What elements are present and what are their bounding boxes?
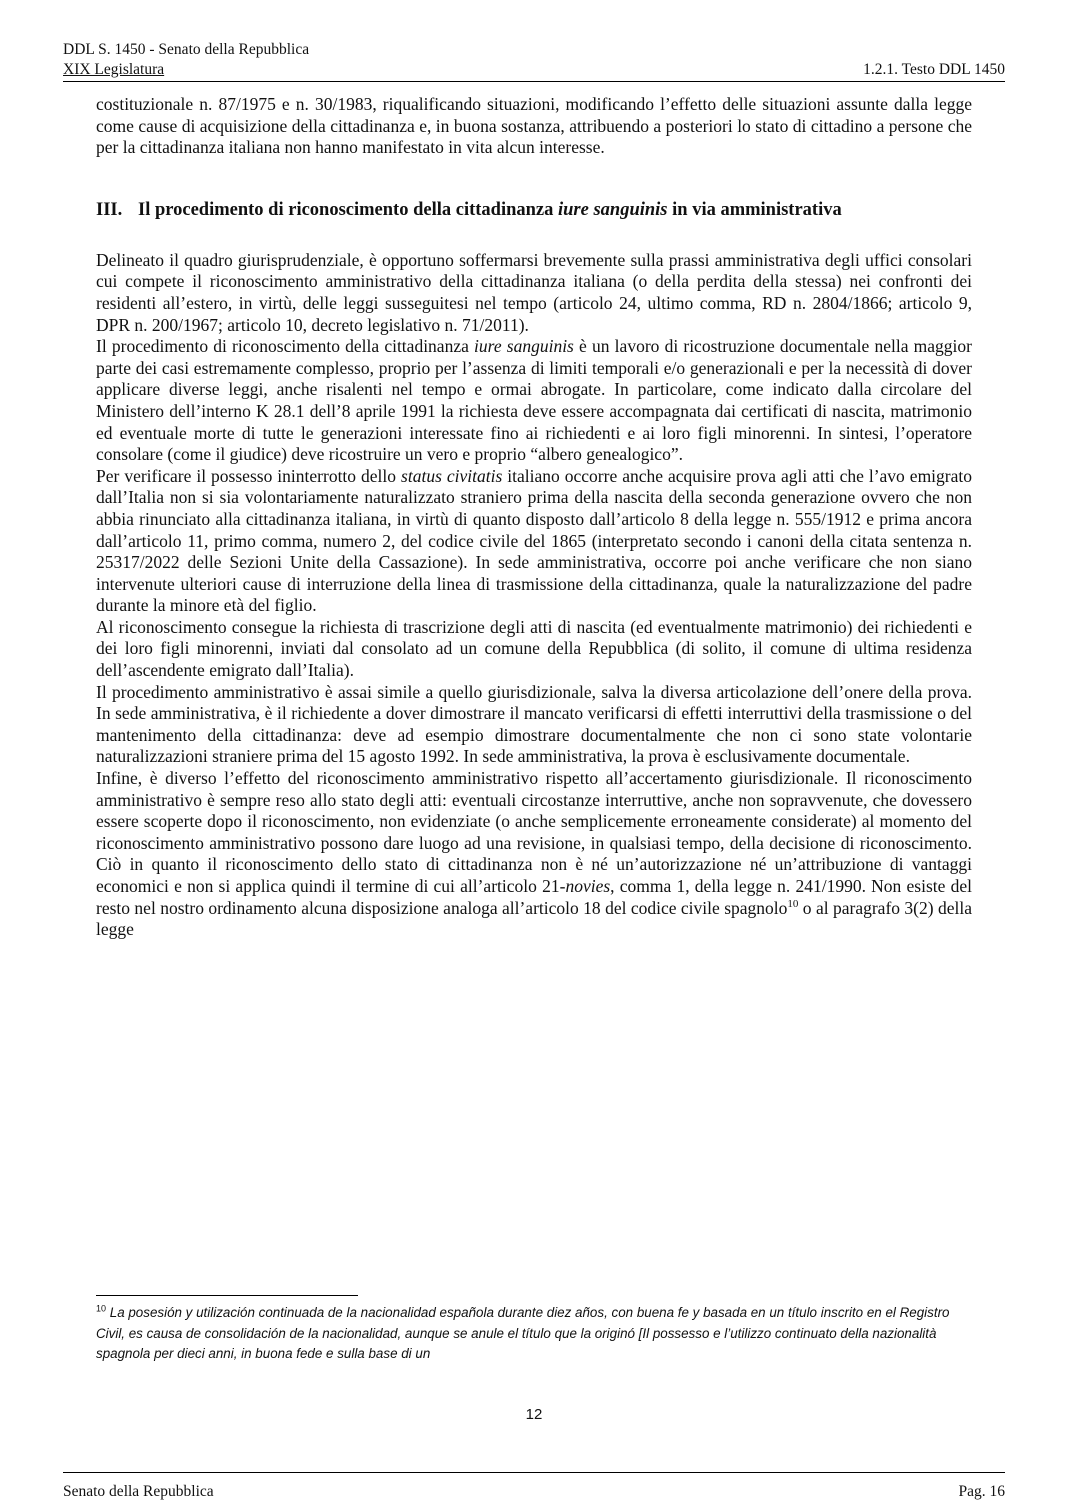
document-body bbox=[96, 94, 972, 941]
page-footer bbox=[63, 1472, 1005, 1501]
section-title-part: in via amministrativa bbox=[667, 199, 842, 220]
text-run: è un lavoro di ricostruzione documentale nella maggior parte dei casi estremamente complesso, proprio per l’assenza di limiti temporali e/o generazionali e per la necessità di dover applicare diverse leggi, anche risalenti nel tempo e ormai abrogate. In particolare, come indicato dalla circolare del Ministero dell’interno K 28.1 dell’8 aprile 1991 la richiesta deve essere accompagnata dai certificati di nascita, matrimonio ed eventuale morte di tutte le generazioni interessate fino ai richiedenti e ai loro figli minorenni. In sintesi, l’operatore consolare (come il giudice) deve ricostruire un vero e proprio “albero genealogico”. bbox=[96, 336, 972, 465]
page-header bbox=[63, 40, 1005, 82]
text-run: Per verificare il possesso ininterrotto dello bbox=[96, 465, 402, 486]
paragraph bbox=[96, 336, 972, 466]
text-run: italiano occorre anche acquisire prova agli atti che l’avo emigrato dall’Italia non si sia volontariamente naturalizzato straniero prima della nascita della seconda generazione ovvero che non abbia rinunciato alla cittadinanza italiana, in virtù di quanto disposto dall’articolo 8 della legge n. 555/1912 e prima ancora dall’articolo 11, primo comma, numero 2, del codice civile del 1865 (interpretato secondo i canoni della citata sentenza n. 25317/2022 delle Sezioni Unite della Cassazione). In sede amministrativa, occorre poi anche verificare che non siano intervenute ulteriori cause di interruzione della linea di trasmissione della cittadinanza, quale la naturalizzazione del padre durante la minore età del figlio. bbox=[96, 465, 973, 616]
section-title-italic: iure sanguinis bbox=[558, 199, 668, 220]
text-run: o al paragrafo 3(2) della legge bbox=[96, 897, 972, 940]
paragraph bbox=[96, 466, 972, 617]
footnote-divider bbox=[96, 1295, 358, 1296]
section-number: III. bbox=[96, 199, 123, 220]
paragraph: Delineato il quadro giurisprudenziale, è opportuno soffermarsi brevemente sulla prassi amministrativa degli uffici consolari cui compete il riconoscimento amministrativo della cittadinanza italiana (o della perdita della stessa) nei confronti dei residenti all’estero, in virtù, delle leggi susseguitesi nel tempo (articolo 24, ultimo comma, RD n. 2804/1866; articolo 9, DPR n. 200/1967; articolo 10, decreto legislativo n. 71/2011). bbox=[96, 249, 972, 335]
paragraph-intro: costituzionale n. 87/1975 e n. 30/1983, riqualificando situazioni, modificando l’effetto delle situazioni assunte dalla legge come cause di acquisizione della cittadinanza e, in buona sostanza, attribuendo a posteriori lo stato di cittadino a persone che per la cittadinanza italiana non hanno manifestato in vita alcun interesse. bbox=[96, 94, 972, 158]
header-doc-ref: 1.2.1. Testo DDL 1450 bbox=[863, 61, 1005, 78]
text-run: Infine, è diverso l’effetto del riconoscimento amministrativo rispetto all’accertamento giurisdizionale. Il riconoscimento amministrativo è sempre reso allo stato degli atti: eventuali circostanze interruttive, anche non sopravvenute, che dovessero essere scoperte dopo il riconoscimento, non evidenziate (o anche semplicemente erroneamente considerate) al momento del riconoscimento amministrativo possono dare luogo ad una revisione, in qualsiasi tempo, della decisione di riconoscimento. Ciò in quanto il riconoscimento dello stato di cittadinanza non è né un’autorizzazione né un’attribuzione di vantaggi economici e non si applica quindi il termine di cui all’articolo 21- bbox=[96, 768, 972, 896]
italic-term: status civitatis bbox=[401, 465, 503, 486]
paragraph: Il procedimento amministrativo è assai simile a quello giurisdizionale, salva la diversa articolazione dell’onere della prova. In sede amministrativa, è il richiedente a dover dimostrare il mancato verificarsi di effetti interruttivi della trasmissione o del mantenimento della cittadinanza: deve ad esempio dimostrare documentalmente che non ci sono state volontarie naturalizzazioni straniere prima del 15 agosto 1992. In sede amministrativa, la prova è esclusivamente documentale. bbox=[96, 681, 972, 767]
footnote-number: 10 bbox=[96, 1303, 107, 1314]
footer-page: Pag. 16 bbox=[958, 1483, 1005, 1500]
italic-term: iure sanguinis bbox=[474, 336, 574, 357]
footnote-reference[interactable]: 10 bbox=[787, 897, 799, 910]
text-run: Il procedimento di riconoscimento della cittadinanza bbox=[96, 336, 475, 357]
paragraph: Al riconoscimento consegue la richiesta di trascrizione degli atti di nascita (ed eventualmente matrimonio) dei richiedenti e dei loro figli minorenni, inviati dal consolato ad un comune della Repubblica (di solito, il comune di ultima residenza dell’ascendente emigrato dall’Italia). bbox=[96, 616, 972, 681]
text-run: , comma 1, della legge n. 241/1990. Non esiste del resto nel nostro ordinamento alcuna disposizione analoga all’articolo 18 del codice civile spagnolo bbox=[96, 876, 972, 918]
section-heading bbox=[96, 199, 972, 222]
italic-term: novies bbox=[565, 876, 611, 896]
footnote bbox=[96, 1303, 972, 1365]
footnote-text: La posesión y utilización continuada de la nacionalidad española durante diez años, con buena fe y basada en un título inscrito en el Registro Civil, es causa de consolidación de la nacionalidad, aunque se anule el título que la originó [Il possesso e l’utilizzo continuato della nazionalità spagnola per dieci anni, in buona fede e sulla base di un bbox=[96, 1305, 950, 1361]
section-title-part: Il procedimento di riconoscimento della cittadinanza bbox=[138, 199, 558, 220]
footer-left: Senato della Repubblica bbox=[63, 1483, 214, 1500]
header-title: DDL S. 1450 - Senato della Repubblica bbox=[63, 41, 310, 58]
paragraph bbox=[96, 768, 972, 941]
header-legislature: XIX Legislatura bbox=[63, 61, 165, 78]
header-row bbox=[63, 60, 1005, 82]
page-number: 12 bbox=[525, 1406, 543, 1423]
